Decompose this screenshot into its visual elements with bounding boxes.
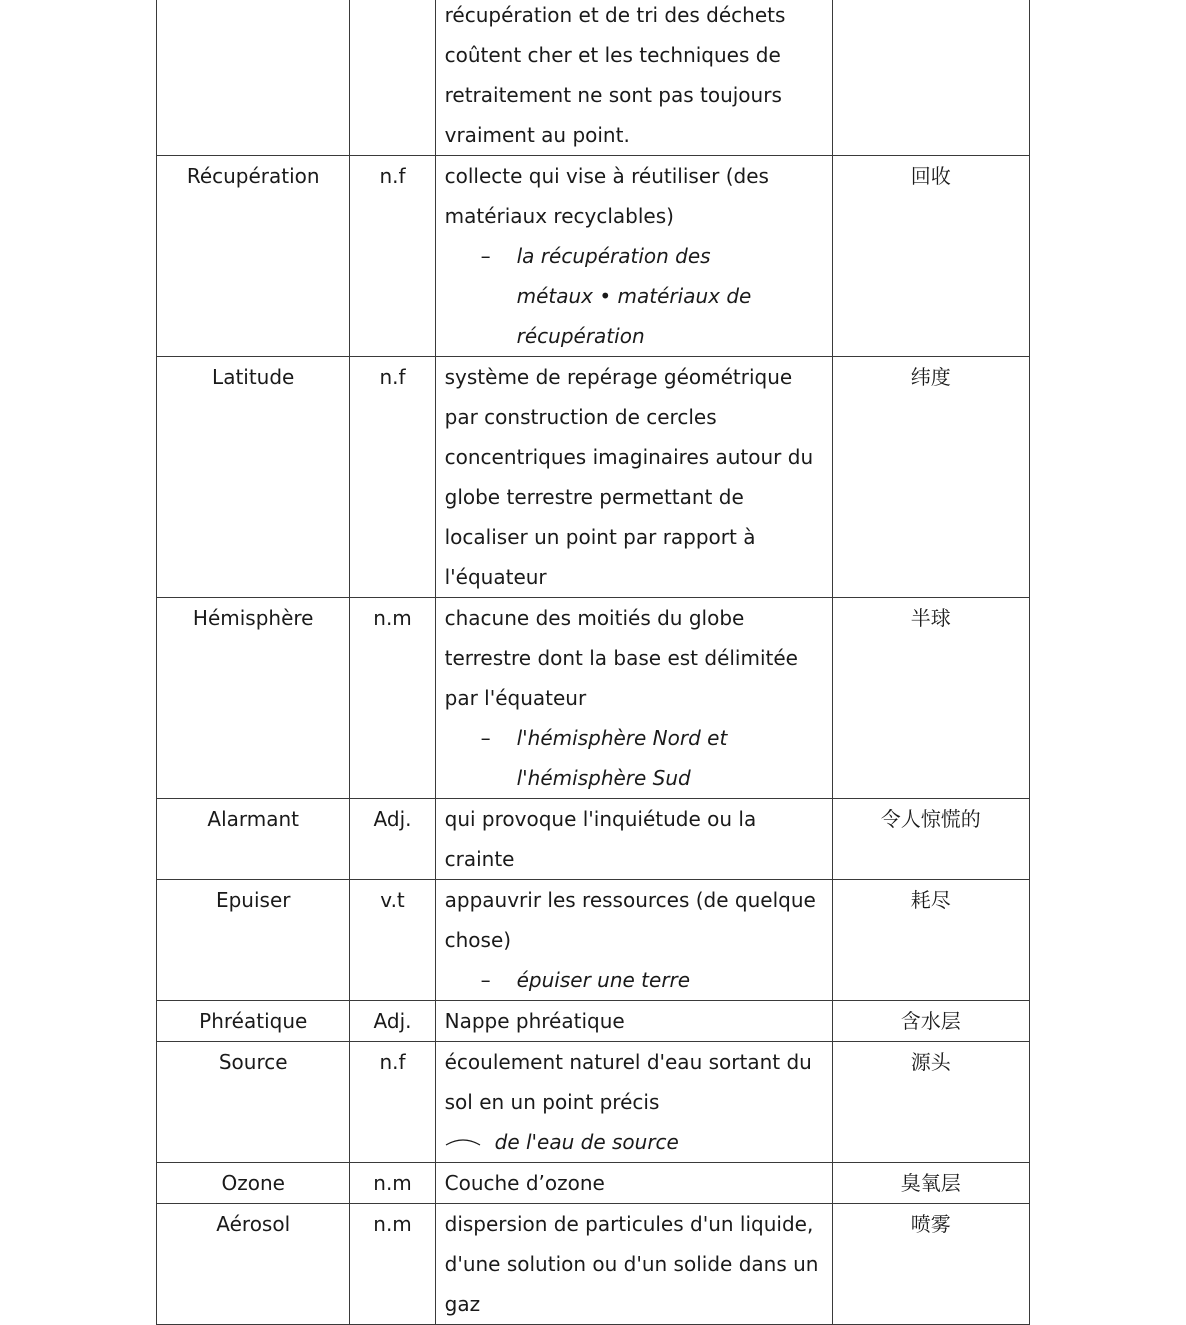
definition-text: qui provoque l'inquiétude ou la crainte [444,807,757,871]
definition-cell [435,156,832,357]
pos-cell: n.m [350,598,435,799]
pos-cell: n.f [350,1042,435,1163]
example-text: épuiser une terre [516,968,691,992]
definition-cell [435,1204,832,1325]
example-text: la récupération des métaux • matériaux de récupération [516,244,752,348]
vocabulary-table [156,0,1030,1325]
definition-text: écoulement naturel d'eau sortant du sol en un point précis [444,1050,812,1114]
table-row [157,0,1030,156]
definition-text: appauvrir les ressources (de quelque chose) [444,888,816,952]
definition-cell [435,0,832,156]
definition-text: Couche d’ozone [444,1171,605,1195]
pos-cell: n.f [350,357,435,598]
term-cell: Epuiser [157,880,350,1001]
translation-cell: 含水层 [832,1001,1029,1042]
table-row [157,1042,1030,1163]
term-cell: Latitude [157,357,350,598]
table-row [157,156,1030,357]
definition-cell [435,598,832,799]
pos-cell: v.t [350,880,435,1001]
example-text: de l'eau de source [494,1130,679,1154]
pos-cell: Adj. [350,799,435,880]
definition-cell [435,357,832,598]
dash-bullet: – [480,968,491,992]
term-cell: Hémisphère [157,598,350,799]
table-row [157,799,1030,880]
pos-cell: Adj. [350,1001,435,1042]
definition-text: chacune des moitiés du globe terrestre dont la base est délimitée par l'équateur [444,606,798,710]
table-row [157,1204,1030,1325]
example-line [445,718,824,798]
pos-cell: n.f [350,156,435,357]
translation-cell: 耗尽 [832,880,1029,1001]
arc-bullet-icon [445,1135,495,1149]
table-row [157,880,1030,1001]
table-row [157,1001,1030,1042]
translation-cell: 臭氧层 [832,1163,1029,1204]
table-row [157,598,1030,799]
pos-cell [350,0,435,156]
example-text: l'hémisphère Nord et l'hémisphère Sud [516,726,728,790]
translation-cell: 令人惊慌的 [832,799,1029,880]
definition-text: système de repérage géométrique par construction de cercles concentriques imaginaires autour du globe terrestre permettant de localiser un point par rapport à l'équateur [444,365,814,589]
definition-cell [435,1042,832,1163]
pos-cell: n.m [350,1204,435,1325]
example-line [445,1122,824,1162]
term-cell: Récupération [157,156,350,357]
translation-cell: 喷雾 [832,1204,1029,1325]
translation-cell: 源头 [832,1042,1029,1163]
definition-cell [435,880,832,1001]
dash-bullet: – [480,244,491,268]
translation-cell: 半球 [832,598,1029,799]
definition-text: dispersion de particules d'un liquide, d'une solution ou d'un solide dans un gaz [444,1212,819,1316]
translation-cell: 纬度 [832,357,1029,598]
example-line [445,960,824,1000]
term-cell: Phréatique [157,1001,350,1042]
term-cell: Alarmant [157,799,350,880]
translation-cell [832,0,1029,156]
definition-text: récupération et de tri des déchets coûtent cher et les techniques de retraitement ne sont pas toujours vraiment au point. [444,3,786,147]
definition-text: Nappe phréatique [444,1009,625,1033]
term-cell: Source [157,1042,350,1163]
definition-cell [435,1001,832,1042]
definition-cell [435,799,832,880]
table-row [157,1163,1030,1204]
example-line [445,236,824,356]
dash-bullet: – [480,726,491,750]
translation-cell: 回收 [832,156,1029,357]
pos-cell: n.m [350,1163,435,1204]
table-row [157,357,1030,598]
term-cell: Aérosol [157,1204,350,1325]
definition-text: collecte qui vise à réutiliser (des matériaux recyclables) [444,164,769,228]
vocabulary-table-wrapper [156,0,1030,1325]
definition-cell [435,1163,832,1204]
term-cell [157,0,350,156]
term-cell: Ozone [157,1163,350,1204]
